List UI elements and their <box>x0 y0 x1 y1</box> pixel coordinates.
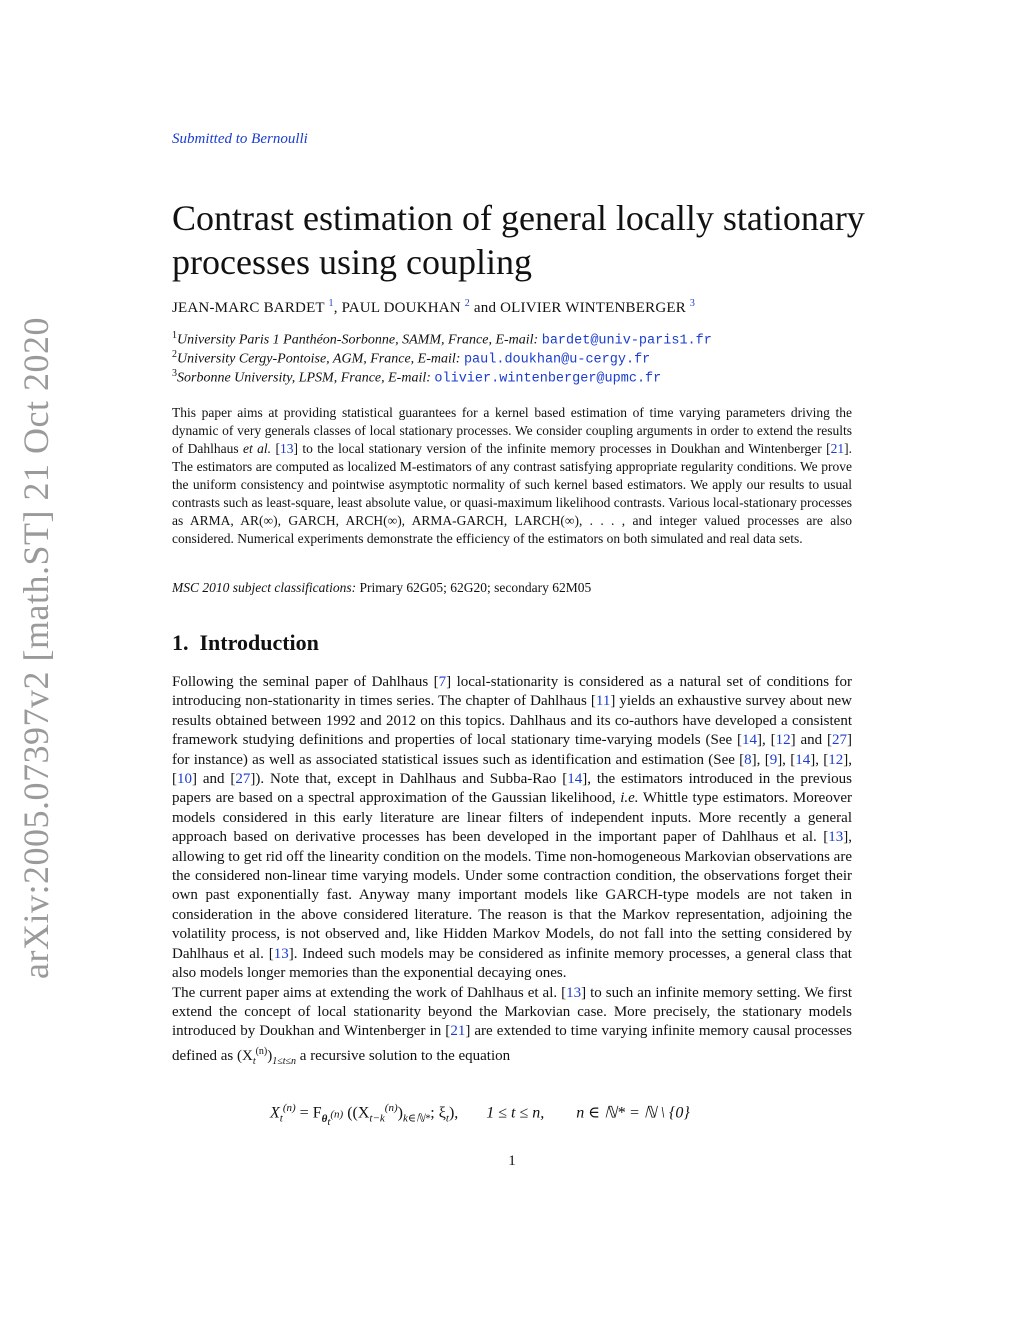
arxiv-side-stamp <box>16 317 57 979</box>
author-name: JEAN-MARC BARDET <box>172 300 325 316</box>
introduction-body <box>172 673 852 1071</box>
msc-classification: MSC 2010 subject classifications: Primary 62G05; 62G20; secondary 62M05 <box>172 580 592 595</box>
citation-link[interactable]: 13 <box>566 984 582 1001</box>
citation-link[interactable]: 7 <box>438 674 447 690</box>
affiliation-ref[interactable]: 3 <box>689 298 696 309</box>
citation-link[interactable]: 13 <box>279 441 294 456</box>
paper-title: Contrast estimation of general locally stationary processes using coupling <box>172 198 865 282</box>
citation-link[interactable]: 21 <box>830 441 845 456</box>
affiliation-item: $^2$University Cergy-Pontoise, AGM, France, E-mail: paul.doukhan@u-cergy.fr <box>172 349 651 368</box>
citation-link[interactable]: 14 <box>742 732 757 749</box>
citation-link[interactable]: 13 <box>273 945 289 962</box>
citation-link[interactable]: 9 <box>769 751 778 768</box>
citation-link[interactable]: 13 <box>828 829 844 846</box>
citation-link[interactable]: 14 <box>795 751 811 768</box>
affiliations <box>172 326 862 387</box>
paragraph: The current paper aims at extending the work of Dahlhaus et al. [13] to such an infinite memory setting. We first extend the concept of local stationarity beyond the Markovian case. More precisely, the stationary models introduced by Doukhan and Wintenberger in [21] are extended to time varying infinite memory causal processes defined as $(X_t^{(n)})_{1\le t\le n}$ a recursive solution to the equation <box>172 984 852 1067</box>
affiliation-ref[interactable]: 2 <box>464 298 470 309</box>
author-name: PAUL DOUKHAN <box>341 300 461 316</box>
arxiv-identifier: arXiv:2005.07397v2 [math.ST] 21 Oct 2020 <box>16 317 57 979</box>
paragraph: Following the seminal paper of Dahlhaus [7] local-stationarity is considered as a natural set of conditions for introducing non-stationarity in times series. The chapter of Dahlhaus [11] yields an exhaustive survey about new results obtained between 1992 and 2012 on this topics. Dahlhaus and its co-authors have developed a consistent framework studying definitions and properties of local stationary time-varying models (See [14], [12] and [27] for instance) as well as associated statistical issues such as identification and estimation (See [8], [9], [14], [12], [10] and [27]). Note that, except in Dahlhaus and Subba-Rao [14], the estimators introduced in the previous papers are based on a spectral approximation of the Gaussian likelihood, i.e. Whittle type estimators. Moreover models considered in this early literature are linear filters of independent inputs. More recently a general approach based on derivative processes has been developed in the important paper of Dahlhaus et al. [13], allowing to get rid off the linearity condition on the models. Time non-homogeneous Markovian observations are the considered non-linear time varying models. Under some contraction condition, the observations forget their own past exponentially fast. Anyway many important models like GARCH-type models are not taken in consideration in the above considered literature. The reason is that the Markov representation, adjoining the volatility process, is not observed and, like Hidden Markov Models, do not fall into the setting considered by Dahlhaus et al. [13]. Indeed such models may be considered as infinite memory processes, a general class that also models longer memories than the exponential decaying ones. <box>172 674 852 982</box>
journal-note: Submitted to Bernoulli <box>172 131 308 147</box>
section-heading: 1. Introduction <box>172 630 319 655</box>
citation-link[interactable]: 10 <box>177 771 192 788</box>
citation-link[interactable]: 11 <box>595 693 611 710</box>
display-equation: $X_t^{(n)} = F_{\theta_t^{(n)}}$ ($(X_{t-k}^{(n)})_{k\in ℕ*}$; $\xi_t$), 1 ≤ t ≤ n, n ∈ ℕ* = ℕ \ {0} <box>270 1102 690 1128</box>
inline-math: $(X_t^{(n)})_{1\le t\le n}$ <box>236 1045 297 1067</box>
citation-link[interactable]: 21 <box>450 1023 466 1040</box>
author-list: JEAN-MARC BARDET $^1$, PAUL DOUKHAN $^2$ and OLIVIER WINTENBERGER $^3$ <box>172 298 696 316</box>
citation-link[interactable]: 14 <box>567 771 583 788</box>
affiliation-ref[interactable]: 1 <box>328 298 334 309</box>
email-link[interactable]: paul.doukhan@u-cergy.fr <box>463 352 651 368</box>
page-number: 1 <box>508 1153 516 1169</box>
citation-link[interactable]: 27 <box>235 771 251 788</box>
citation-link[interactable]: 27 <box>831 732 847 749</box>
author-name: OLIVIER WINTENBERGER <box>500 300 686 316</box>
citation-link[interactable]: 12 <box>828 751 844 768</box>
affiliation-item: $^3$Sorbonne University, LPSM, France, E-mail: olivier.wintenberger@upmc.fr <box>172 368 662 387</box>
affiliation-item: $^1$University Paris 1 Panthéon-Sorbonne, SAMM, France, E-mail: bardet@univ-paris1.fr <box>172 330 712 349</box>
abstract: This paper aims at providing statistical guarantees for a kernel based estimation of time varying parameters driving the dynamic of very generals classes of local stationary processes. We consider coupling arguments in order to extend the results of Dahlhaus et al. [13] to the local stationary version of the infinite memory processes in Doukhan and Wintenberger [21]. The estimators are computed as localized M-estimators of any contrast satisfying appropriate regularity conditions. We prove the uniform consistency and pointwise asymptotic normality of such kernel based estimators. We apply our results to usual contrasts such as least-square, least absolute value, or quasi-maximum likelihood contrasts. Various local-stationary processes as ARMA, AR(∞), GARCH, ARCH(∞), ARMA-GARCH, LARCH(∞), . . . , and integer valued processes are also considered. Numerical experiments demonstrate the efficiency of the estimators on both simulated and real data sets. <box>172 405 852 546</box>
email-link[interactable]: olivier.wintenberger@upmc.fr <box>434 371 662 387</box>
citation-link[interactable]: 12 <box>775 732 791 749</box>
email-link[interactable]: bardet@univ-paris1.fr <box>541 333 712 349</box>
citation-link[interactable]: 8 <box>744 751 752 768</box>
